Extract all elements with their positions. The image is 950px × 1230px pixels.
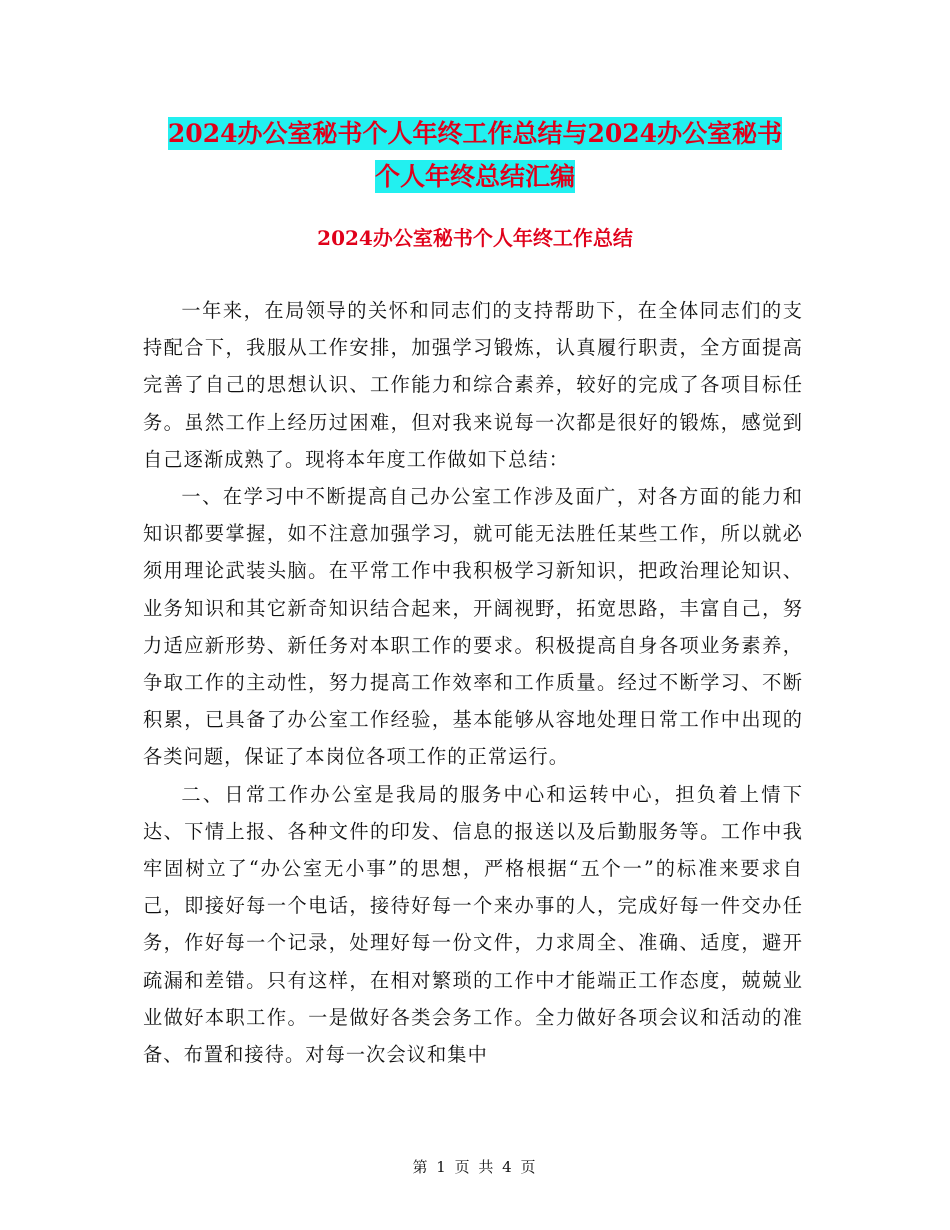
body-text [143, 292, 803, 1073]
paragraph-daily-work: 二、日常工作办公室是我局的服务中心和运转中心，担负着上情下达、下情上报、各种文件的印发、信息的报送以及后勤服务等。工作中我牢固树立了“办公室无小事”的思想，严格根据“五个一”的标准来要求自己，即接好每一个电话，接待好每一个来办事的人，完成好每一件交办任务，作好每一个记录，处理好每一份文件，力求周全、准确、适度，避开疏漏和差错。只有这样，在相对繁琐的工作中才能端正工作态度，兢兢业业做好本职工作。一是做好各类会务工作。全力做好各项会议和活动的准备、布置和接待。对每一次会议和集中 [143, 782, 803, 1067]
document-title-line-1: 2024办公室秘书个人年终工作总结与2024办公室秘书 [167, 119, 783, 148]
paragraph-intro: 一年来，在局领导的关怀和同志们的支持帮助下，在全体同志们的支持配合下，我服从工作安排，加强学习锻炼，认真履行职责，全方面提高完善了自己的思想认识、工作能力和综合素养，较好的完成了各项目标任务。虽然工作上经历过困难，但对我来说每一次都是很好的锻炼，感觉到自己逐渐成熟了。现将本年度工作做如下总结： [143, 299, 803, 471]
document-title-line-2: 个人年终总结汇编 [374, 162, 575, 191]
paragraph-study: 一、在学习中不断提高自己办公室工作涉及面广，对各方面的能力和知识都要掌握，如不注意加强学习，就可能无法胜任某些工作，所以就必须用理论武装头脑。在平常工作中我积极学习新知识，把政治理论知识、业务知识和其它新奇知识结合起来，开阔视野，拓宽思路，丰富自己，努力适应新形势、新任务对本职工作的要求。积极提高自身各项业务素养，争取工作的主动性，努力提高工作效率和工作质量。经过不断学习、不断积累，已具备了办公室工作经验，基本能够从容地处理日常工作中出现的各类问题，保证了本岗位各项工作的正常运行。 [143, 485, 803, 769]
section-title: 2024办公室秘书个人年终工作总结 [317, 226, 633, 250]
page-footer: 第 1 页 共 4 页 [412, 1158, 538, 1176]
document-title [0, 112, 950, 198]
